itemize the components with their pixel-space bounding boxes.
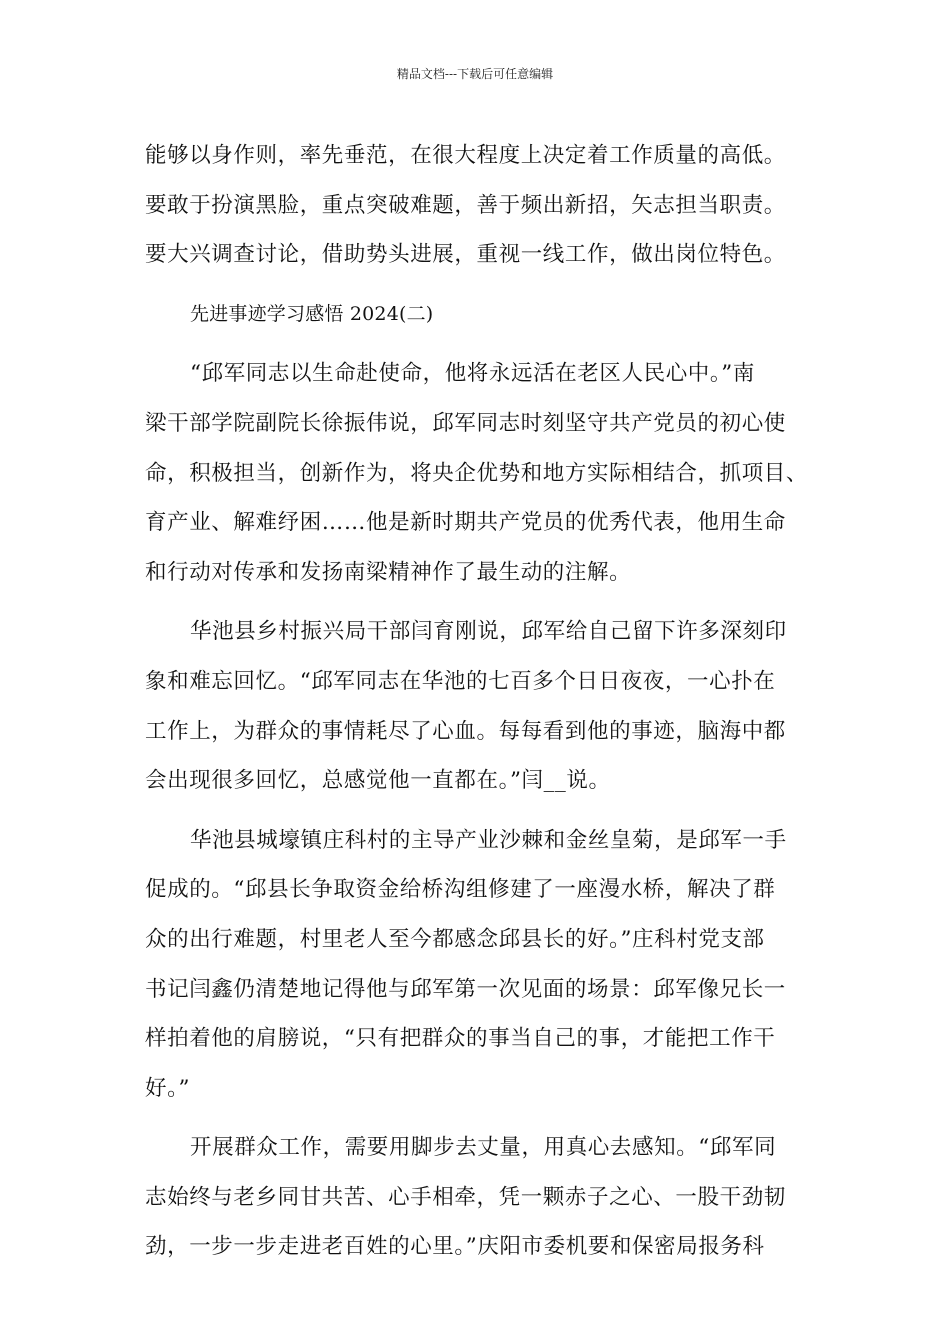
- section-heading: [145, 290, 825, 340]
- text-line: 育产业、解难纾困……他是新时期共产党员的优秀代表，他用生命: [145, 510, 786, 536]
- heading-text: 先进事迹学习感悟 2024(二): [190, 302, 434, 325]
- text-line: 众的出行难题，村里老人至今都感念邱县长的好。”庄科村党支部: [145, 926, 765, 952]
- text-line: 开展群众工作，需要用脚步去丈量，用真心去感知。“邱军同: [190, 1135, 777, 1161]
- text-line: 样拍着他的肩膀说，“只有把群众的事当自己的事，才能把工作干: [145, 1026, 776, 1052]
- text-line: 华池县城壕镇庄科村的主导产业沙棘和金丝皇菊，是邱军一手: [190, 827, 787, 853]
- text-line: 工作上，为群众的事情耗尽了心血。每每看到他的事迹，脑海中都: [145, 718, 786, 744]
- text-line: 和行动对传承和发扬南梁精神作了最生动的注解。: [145, 559, 632, 585]
- paragraph: [145, 349, 825, 597]
- text-line: 要敢于扮演黑脸，重点突破难题，善于频出新招，矢志担当职责。: [145, 192, 786, 218]
- text-line: 华池县乡村振兴局干部闫育刚说，邱军给自己留下许多深刻印: [190, 619, 787, 645]
- paragraph: [145, 131, 825, 280]
- page-header: 精品文档---下载后可任意编辑: [396, 67, 554, 81]
- paragraph: [145, 816, 825, 1114]
- text-line: 好。”: [145, 1075, 191, 1101]
- text-line: 会出现很多回忆，总感觉他一直都在。”闫__说。: [145, 768, 611, 794]
- text-line: “邱军同志以生命赴使命，他将永远活在老区人民心中。”南: [190, 361, 755, 387]
- text-line: 书记闫鑫仍清楚地记得他与邱军第一次见面的场景：邱军像兄长一: [145, 976, 786, 1002]
- document-body: [145, 131, 825, 1272]
- text-line: 能够以身作则，率先垂范，在很大程度上决定着工作质量的高低。: [145, 143, 786, 168]
- text-line: 促成的。“邱县长争取资金给桥沟组修建了一座漫水桥，解决了群: [145, 877, 776, 903]
- paragraph: [145, 607, 825, 805]
- text-line: 象和难忘回忆。“邱军同志在华池的七百多个日日夜夜，一心扑在: [145, 668, 776, 694]
- text-line: 要大兴调查讨论，借助势头进展，重视一线工作，做出岗位特色。: [145, 242, 786, 268]
- text-line: 命，积极担当，创新作为，将央企优势和地方实际相结合，抓项目、: [145, 460, 809, 486]
- text-line: 梁干部学院副院长徐振伟说，邱军同志时刻坚守共产党员的初心使: [145, 410, 786, 436]
- text-line: 志始终与老乡同甘共苦、心手相牵，凭一颗赤子之心、一股干劲韧: [145, 1184, 786, 1210]
- text-line: 劲，一步一步走进老百姓的心里。”庆阳市委机要和保密局报务科: [145, 1234, 765, 1260]
- paragraph: [145, 1123, 825, 1272]
